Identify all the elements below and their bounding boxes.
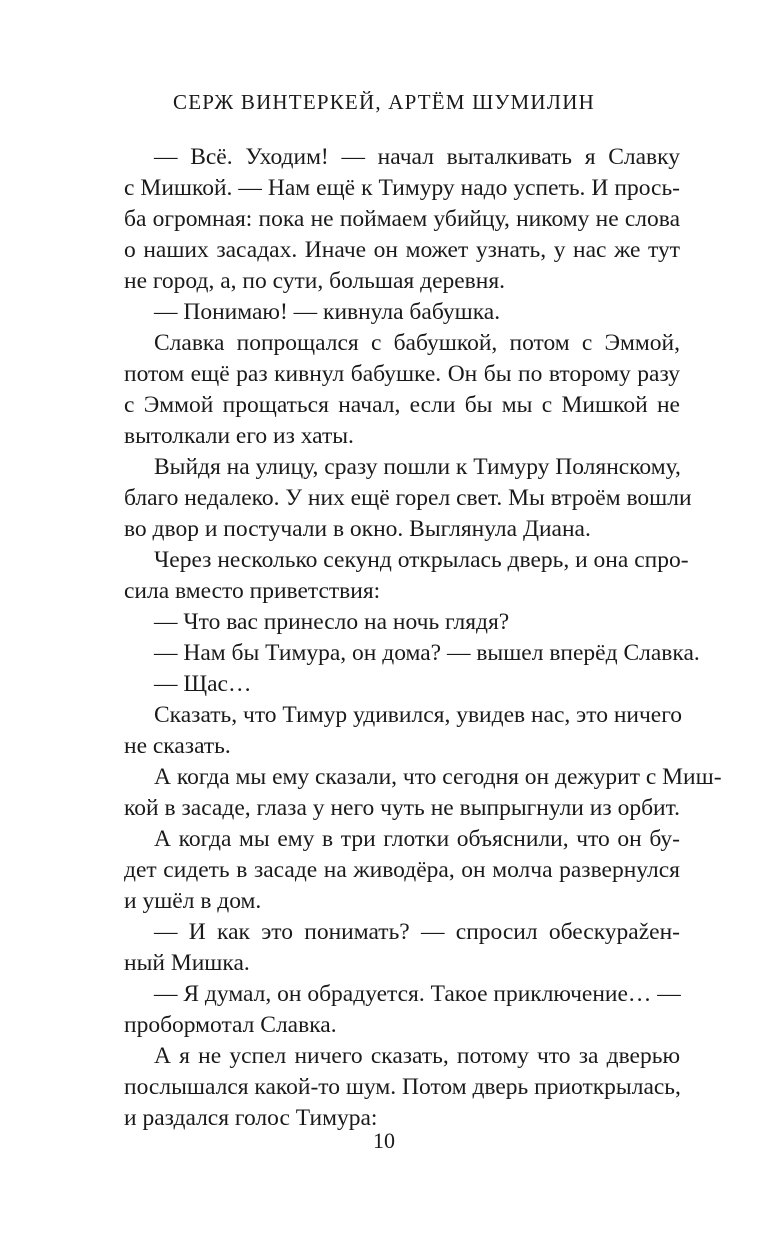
text-line: кой в засаде, глаза у него чуть не выпрыгнули из орбит. [124, 795, 680, 821]
text-line: с Мишкой. — Нам ещё к Тимуру надо успеть. И прось- [124, 175, 680, 201]
text-line: с Эммой прощаться начал, если бы мы с Мишкой не [124, 392, 680, 418]
text-line: — Понимаю! — кивнула бабушка. [154, 299, 501, 325]
text-line: — И как это понимать? — спросил обескураžен- [154, 919, 680, 945]
text-line: не сказать. [124, 733, 231, 759]
text-line: А когда мы ему сказали, что сегодня он дежурит с Миш- [154, 764, 722, 790]
text-line: о наших засадах. Иначе он может узнать, у нас же тут [124, 237, 680, 263]
text-line: А я не успел ничего сказать, потому что за дверью [154, 1043, 680, 1069]
running-head: СЕРЖ ВИНТЕРКЕЙ, АРТЁМ ШУМИЛИН [173, 90, 595, 114]
text-line: — Я думал, он обрадуется. Такое приключение… — [154, 981, 681, 1007]
text-line: — Нам бы Тимура, он дома? — вышел вперёд Славка. [154, 640, 700, 666]
text-line: не город, а, по сути, большая деревня. [124, 268, 506, 294]
text-line: сила вместо приветствия: [124, 578, 381, 604]
page-number: 10 [373, 1128, 395, 1153]
text-line: и ушёл в дом. [124, 888, 262, 914]
text-line: Выйдя на улицу, сразу пошли к Тимуру Полянскому, [154, 454, 681, 480]
text-line: послышался какой-то шум. Потом дверь приоткрылась, [124, 1074, 681, 1100]
text-line: вытолкали его из хаты. [124, 423, 354, 449]
text-line: — Всё. Уходим! — начал выталкивать я Славку [154, 144, 680, 170]
text-line: потом ещё раз кивнул бабушке. Он бы по второму разу [124, 361, 680, 387]
text-line: благо недалеко. У них ещё горел свет. Мы втроём вошли [124, 485, 692, 511]
text-line: во двор и постучали в окно. Выглянула Диана. [124, 516, 591, 542]
text-line: Через несколько секунд открылась дверь, и она спро- [154, 547, 689, 573]
text-line: пробормотал Славка. [124, 1012, 337, 1038]
text-line: — Что вас принесло на ночь глядя? [154, 609, 510, 635]
body-text [124, 142, 722, 1134]
text-line: и раздался голос Тимура: [124, 1105, 378, 1131]
text-line: Славка попрощался с бабушкой, потом с Эммой, [154, 330, 680, 356]
text-line: ба огромная: пока не поймаем убийцу, никому не слова [124, 206, 680, 232]
text-line: — Щас… [154, 671, 252, 697]
text-line: дет сидеть в засаде на живодёра, он молча развернулся [124, 857, 680, 883]
text-line: А когда мы ему в три глотки объяснили, что он бу- [154, 826, 680, 852]
text-line: ный Мишка. [124, 950, 250, 976]
text-line: Сказать, что Тимур удивился, увидев нас, это ничего [154, 702, 683, 728]
